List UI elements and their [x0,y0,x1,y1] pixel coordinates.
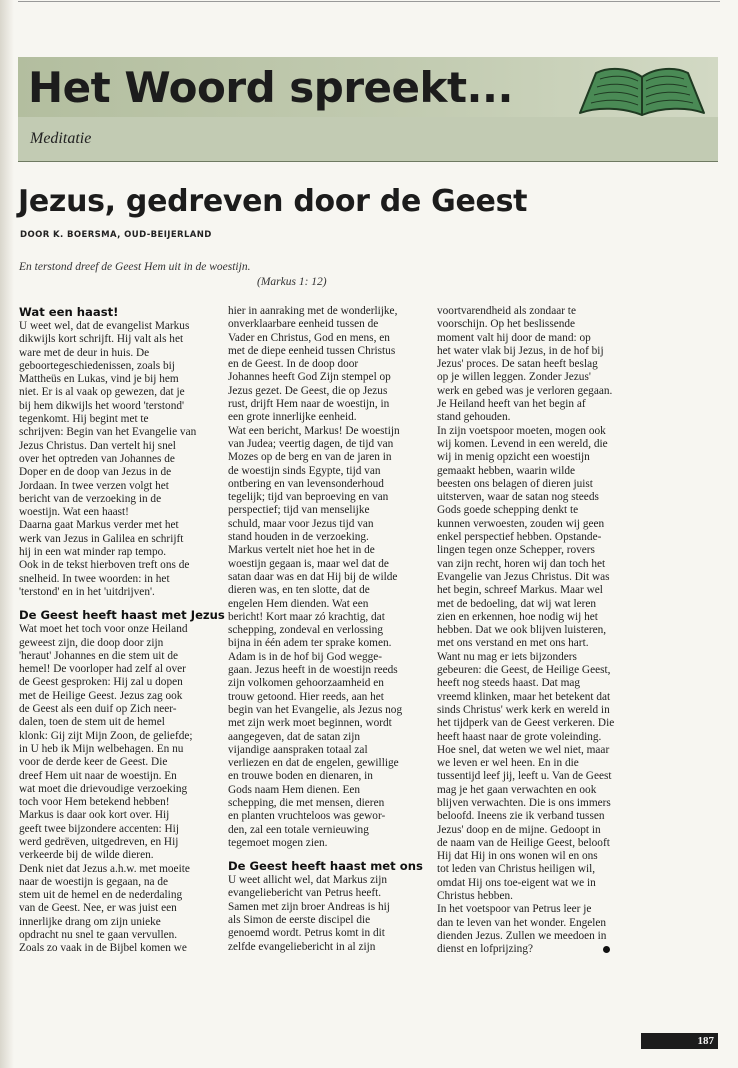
series-title: Het Woord spreekt... [28,63,513,112]
text-line: U weet allicht wel, dat Markus zijn [228,874,388,887]
text-line: gebeuren: die Geest, de Heilige Geest, [437,664,611,677]
text-line: we leven er wel heen. En in die [437,757,579,770]
text-line: Gods goede schepping denkt te [437,504,579,517]
text-line: stem uit de hemel en de nederdaling [19,889,183,902]
text-line: met zijn werk moet beginnen, wordt [228,717,392,730]
text-line: met de bedoeling, dat wij wat leren [437,597,597,610]
text-line: gemaakt hebben, waarin wilde [437,464,576,477]
text-line: wij komen. Levend in een wereld, die [437,437,608,450]
text-line: aangegeven, dat de satan zijn [228,730,361,743]
text-line: bijna in één adem ter sprake komen. [228,637,392,650]
text-line: Christus hebben. [437,890,513,903]
text-line: Markus is daar ook kort over. Hij [19,809,170,822]
text-line: het tijdperk van de Geest verkeren. Die [437,717,615,730]
text-line: de woestijn sinds Egypte, tijd van [228,464,381,477]
text-line: en de Geest. In de doop door [228,358,359,371]
section-heading: De Geest heeft haast met ons [228,859,423,874]
text-line: vijandige aanspraken totaal zal [228,743,368,756]
text-line: blijven verwachten. Die is ons immers [437,796,611,809]
text-line: het begin, schreef Markus. Maar wel [437,584,603,597]
paragraph-block [19,320,217,599]
text-line: Mattheüs en Lukas, vind je bij hem [19,373,179,386]
text-line: dan te leven van het wonder. Engelen [437,916,607,929]
text-line: Jezus Christus. Dan vertelt hij snel [19,439,176,452]
text-line: schuld, maar voor Jezus tijd van [228,517,374,530]
text-line: en trouwe boden en dienaren, in [228,770,373,783]
text-line: schepping, die met mensen, dieren [228,796,385,809]
text-line: ontbering en van levensonderhoud [228,477,384,490]
section-heading: De Geest heeft haast met Jezus [19,608,225,623]
text-line: tegelijk; tijd van beproeving en van [228,491,389,504]
text-line: verkeerde bij de wilde dieren. [19,849,154,862]
text-line: Adam is in de hof bij God wegge- [228,650,383,663]
text-line: met de Heilige Geest. Jezus zag ook [19,689,183,702]
text-line: engelen Hem dienden. Wat een [228,597,369,610]
text-line: den, zal een totale vernieuwing [228,823,369,836]
text-line: dikwijls kort schrijft. Hij valt als het [19,333,184,346]
text-line: met ons verstand en met ons hart. [437,637,589,650]
text-line: de Geest als een duif op Zich neer- [19,703,177,716]
text-column-3 [437,305,635,957]
paragraph-block [228,305,426,850]
text-column-2 [228,305,426,954]
text-line: Johannes heeft God Zijn stempel op [228,371,391,384]
paragraph-block [228,874,426,954]
text-line: hemel! De voorloper had zelf al over [19,663,186,676]
text-line: geeft twee bijzondere accenten: Hij [19,822,179,835]
text-line: naar de woestijn is gegaan, na de [19,875,168,888]
text-line: voor de derde keer de Geest. Die [19,756,168,769]
text-line: over het optreden van Johannes de [19,452,175,465]
text-line: tegemoet mogen zien. [228,836,328,849]
text-line: voortvarendheid als zondaar te [437,305,576,317]
text-line: beesten ons belagen of dieren juist [437,477,593,490]
text-line: klonk: Gij zijt Mijn Zoon, de geliefde; [19,729,193,742]
article-title: Jezus, gedreven door de Geest [18,184,528,219]
text-line: Denk niet dat Jezus a.h.w. met moeite [19,862,190,875]
text-line: U weet wel, dat de evangelist Markus [19,320,190,332]
section-heading: Wat een haast! [19,305,119,319]
paragraph-block [19,623,217,955]
text-line: Wat moet het toch voor onze Heiland [19,623,188,636]
text-line: werk van Jezus in Galilea en schrijft [19,532,184,545]
epigraph-reference: (Markus 1: 12) [257,276,327,288]
text-line: zien en erkennen, hoe nodig wij het [437,610,598,623]
text-line: en planten vruchteloos was gewor- [228,810,386,823]
text-line: Hoe snel, dat weten we wel niet, maar [437,743,610,756]
text-line: trouw getoond. Hier reeds, aan het [228,690,384,703]
text-line: Jezus' proces. De satan heeft beslag [437,358,598,371]
text-line: tegenkomt. Hij begint met te [19,413,149,426]
text-line: enkel perspectief hebben. Opstande- [437,531,602,544]
text-line: bij hem dikwijls het woord 'terstond' [19,399,185,412]
text-line: begin van het Evangelie, als Jezus nog [228,703,403,716]
end-of-article-mark [603,946,610,953]
text-line: stand gehouden. [437,411,511,424]
text-line: Gods naam Hem dienen. Een [228,783,361,796]
text-line: schrijven: Begin van het Evangelie van [19,426,197,439]
text-line: wat moet die drievoudige verzoeking [19,782,188,795]
text-line: de naam van de Heilige Geest, belooft [437,836,610,849]
text-line: mag je het gaan verwachten en ook [437,783,597,796]
text-line: Hij dat Hij in ons wonen wil en ons [437,850,598,863]
text-line: hij in een wat minder rap tempo. [19,546,167,559]
text-line: Doper en de doop van Jezus in de [19,466,172,479]
epigraph-text: En terstond dreef de Geest Hem uit in de woestijn. [19,261,251,273]
text-line: 'heraut' Johannes en die stem uit de [19,649,179,662]
text-line: zelfde evangeliebericht in al zijn [228,940,376,953]
text-line: ware met de deur in huis. De [19,346,150,359]
text-line: van zijn recht, horen wij dan toch het [437,557,606,570]
text-line: in U heb ik Mijn welbehagen. En nu [19,742,184,755]
text-line: stand houden in de verzoeking. [228,531,369,544]
text-line: woestijn. Wat een haast! [19,506,129,519]
text-line: Mozes op de berg en van de jaren in [228,451,392,464]
text-line: niet. Er is al vaak op gewezen, dat je [19,386,185,399]
text-line: bericht! Kort maar zó krachtig, dat [228,610,385,623]
text-line: moment valt hij door de mand: op [437,331,591,344]
text-line: tussentijd leef jij, leeft u. Van de Geest [437,770,612,783]
text-line: woestijn gegaan is, maar wel dat de [228,557,389,570]
page-number: 187 [641,1033,718,1049]
text-line: snelheid. In twee woorden: in het [19,572,170,585]
text-line: voorschijn. Op het beslissende [437,318,576,331]
text-line: dreef Hem uit naar de woestijn. En [19,769,177,782]
text-line: Vader en Christus, God en mens, en [228,331,390,344]
text-line: In het voetspoor van Petrus leer je [437,903,592,916]
text-line: werk en gebed was je verloren gegaan. [437,384,613,397]
text-line: genoemd wordt. Petrus komt in dit [228,927,385,940]
section-header [18,57,718,162]
text-line: gaan. Jezus heeft in de woestijn reeds [228,664,398,677]
text-line: opdracht nu snel te gaan vervullen. [19,929,178,942]
text-line: bericht van de verzoeking in de [19,492,162,505]
text-line: zijn volkomen gehoorzaamheid en [228,677,384,690]
text-line: de Geest gesproken: Hij zal u dopen [19,676,183,689]
text-line: evangeliebericht van Petrus heeft. [228,887,382,900]
text-line: toch voor Hem betekend hebben! [19,796,170,809]
text-line: In zijn voetspoor moeten, mogen ook [437,424,606,437]
text-line: Jezus' doop en de mijne. Gedoopt in [437,823,601,836]
byline [20,230,212,240]
text-line: beloofd. Ineens zie ik verband tussen [437,810,605,823]
text-line: vreemd klinken, maar het betekent dat [437,690,611,703]
text-line: op je willen leggen. Zonder Jezus' [437,371,591,384]
text-line: Samen met zijn broer Andreas is hij [228,900,390,913]
text-line: hebben. Dat we ook blijven luisteren, [437,624,607,637]
text-line: 'terstond' en in het 'uitdrijven'. [19,585,155,598]
text-line: sinds Christus' werk kerk en wereld in [437,703,610,716]
text-line: kunnen verwoesten, zouden wij geen [437,517,605,530]
text-line: Ook in de tekst hierboven treft ons de [19,559,190,572]
text-line: rust, drijft Hem naar de woestijn, in [228,398,390,411]
open-book-icon [578,63,706,119]
text-line: Evangelie van Jezus Christus. Dit was [437,570,610,583]
text-line: geweest zijn, die doop door zijn [19,636,164,649]
text-line: heeft nog steeds haast. Dat mag [437,677,581,690]
text-line: Jordaan. In twee verzen volgt het [19,479,169,492]
text-line: omdat Hij ons toe-eigent wat we in [437,876,596,889]
text-line: innerlijke drang om zijn unieke [19,915,161,928]
binding-shadow [0,0,14,1068]
text-line: het water vlak bij Jezus, in de hof bij [437,344,604,357]
text-line: geboortegeschiedenissen, zoals bij [19,359,175,372]
text-line: dienst en lofprijzing? [437,943,635,956]
text-line: hier in aanraking met de wonderlijke, [228,305,398,317]
text-line: Wat een bericht, Markus! De woestijn [228,424,400,437]
text-line: perspectief; tijd van menselijke [228,504,370,517]
text-column-1 [19,305,225,956]
text-line: dalen, toen de stem uit de hemel [19,716,165,729]
text-line: Markus vertelt niet hoe het in de [228,544,375,557]
text-line: Je Heiland heeft van het begin af [437,398,586,411]
text-line: onverklaarbare eenheid tussen de [228,318,379,331]
section-subtitle: Meditatie [30,130,92,147]
text-line: van de Geest. Nee, er was juist een [19,902,177,915]
text-line: satan daar was en dat Hij bij de wilde [228,570,398,583]
text-line: Want nu mag er iets bijzonders [437,650,577,663]
paragraph-block [437,305,635,957]
text-line: met de diepe eenheid tussen Christus [228,344,396,357]
text-line: heeft haast naar de grote voleinding. [437,730,602,743]
text-line: dieren was, en ten slotte, dat de [228,584,370,597]
text-line: tot leden van Christus heiligen wil, [437,863,596,876]
text-line: verliezen en dat de engelen, gewillige [228,757,399,770]
text-line: als Simon de eerste discipel die [228,914,371,927]
byline-prefix: DOOR [20,230,50,240]
text-line: schepping, zondeval en verlossing [228,624,383,637]
text-line: een grote innerlijke eenheid. [228,411,357,424]
text-line: Daarna gaat Markus verder met het [19,519,179,532]
text-line: uitsterven, waar de satan nog steeds [437,491,599,504]
text-line: Jezus gezet. De Geest, die op Jezus [228,384,388,397]
text-line: dienden Jezus. Zullen we meedoen in [437,929,607,942]
text-line: van Judea; veertig dagen, de tijd van [228,437,394,450]
text-line: wij in menig opzicht een woestijn [437,451,590,464]
byline-author: K. BOERSMA, OUD-BEIJERLAND [53,230,212,240]
top-rule [18,1,720,2]
text-line: werd gedrëven, uitgedreven, en Hij [19,835,179,848]
text-line: lingen tegen onze Schepper, rovers [437,544,595,557]
text-line: Zoals zo vaak in de Bijbel komen we [19,942,187,955]
